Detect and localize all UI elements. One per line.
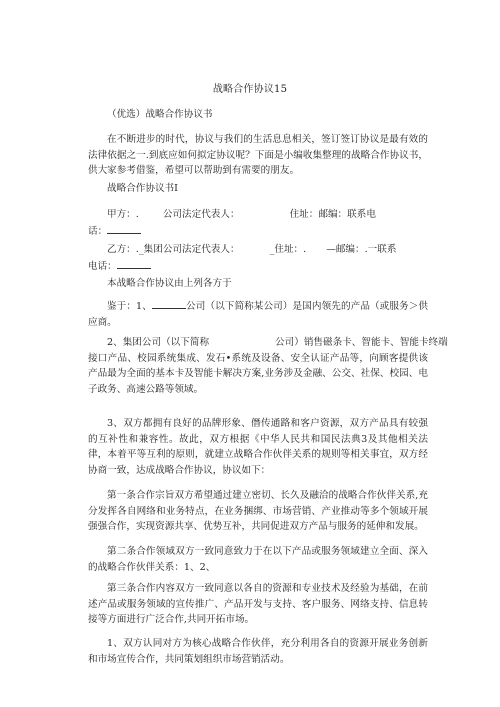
blank-line: [117, 258, 151, 269]
party-a-rep: 公司法定代表人：: [162, 209, 240, 220]
document-subtitle: （优选）战略合作协议书: [107, 109, 213, 120]
recital-1-body: 公司（以下简称某公司）是国内领先的产品（或服务＞供应商。: [88, 301, 429, 328]
recital-2-lead: 2、集团公司（以下简称: [107, 337, 210, 348]
party-b-addr: _住址：.: [269, 244, 307, 255]
intro-paragraph: 在不断进步的时代，协议与我们的生活息息相关，签订签订协议是最有效的法律依据之一.到底应如何拟定协议呢？下面是小编收集整理的战略合作协议书，供大家参考借鉴，希望可以帮助到有需要的朋友。: [88, 134, 428, 177]
basis-paragraph: 本战略合作协议由上列各方于: [107, 278, 232, 289]
party-b-phone: 电话：: [88, 260, 117, 272]
recital-1-lead: 鉴于：1、: [107, 301, 152, 312]
blank-line: [107, 223, 141, 234]
recital-2-tail: 公司）销售磁条卡、智能卡、智能卡终端: [275, 337, 448, 348]
recital-2-body: 接口产品、校园系统集成、发石•系统及设备、安全认证产品等，向顾客提供该产品最为全面的基本卡及智能卡解决方案,业务涉及金融、公交、社保、校园、电子政务、高速公路等领域。: [88, 352, 428, 395]
party-a-phone: 话：: [88, 225, 108, 237]
party-b-block: [88, 242, 428, 274]
party-a-addr: 住址：邮编：联系电: [289, 209, 376, 220]
section-heading: 战略合作协议书Ⅰ: [107, 183, 178, 194]
recital-1: [88, 298, 428, 330]
article-3: 第三条合作内容双方一致同意以各自的资源和专业技术及经验为基础，在前述产品或服务领域的宣传推广、产品开发与支持、客户服务、网络支持、信息转接等方面进行广泛合作,共同开拓市场。: [88, 583, 428, 626]
party-b-post: —邮编：.一联系: [326, 244, 397, 255]
recital-2: [88, 335, 448, 397]
party-a-block: [88, 207, 428, 239]
blank-line: [152, 298, 186, 309]
article-3-item-1: 1、双方认同对方为核心战略合作伙伴，充分利用各自的资源开展业务创新和市场宣传合作，共同策划组织市场营销活动。: [88, 638, 428, 665]
document-title: 战略合作协议15: [212, 84, 288, 95]
article-2: 第二条合作领域双方一致同意致力于在以下产品或服务领域建立全面、深入的战略合作伙伴关系：1、2、: [88, 546, 428, 573]
party-a-label: 甲方：.: [107, 209, 139, 220]
article-1: 第一条合作宗旨双方希望通过建立密切、长久及融洽的战略合作伙伴关系,充分发挥各自网络和业务特点，在业务捆绑、市场营销、产业推动等多个领域开展强强合作，实现资源共享、优势互补，共同促进双方产品与服务的延伸和发展。: [88, 490, 428, 533]
party-b-label: 乙方：._集团公司法定代表人：: [107, 244, 240, 255]
recital-3: 3、双方都拥有良好的品牌形象、僭传通路和客户资源，双方产品具有较强的互补性和兼容性。故此，双方根据《中华人民共和国民法典3及其他相关法律，本着平等互利的原则，就建立战略合作伙伴关系的规则等相关事宜，双方经协商一致，达成战略合作协议，协议如下：: [88, 418, 428, 476]
